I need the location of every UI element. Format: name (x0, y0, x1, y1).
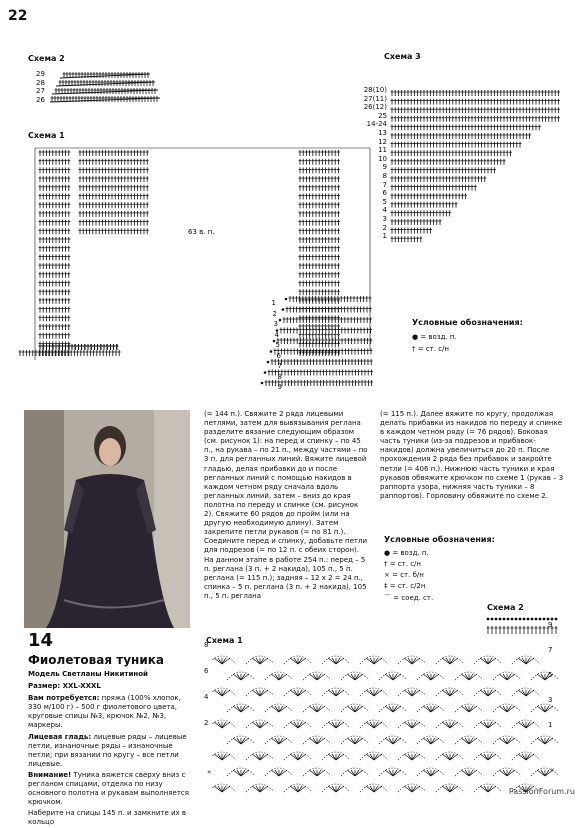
row-label: 28(10) (363, 86, 387, 94)
row-label: 2 (272, 309, 277, 318)
top-legend (412, 318, 523, 353)
schema1b-title: Схема 1 (206, 636, 243, 645)
row-label: 14-24 (366, 120, 387, 129)
start-paragraph: Наберите на спицы 145 п. и замкните их в кольцо (28, 809, 187, 827)
legend-item (412, 333, 523, 341)
legend-text: = ст. с/н (389, 560, 421, 568)
stockinette-paragraph (28, 733, 196, 769)
row-label: 7 (548, 646, 553, 654)
schema1-rows (250, 298, 282, 393)
legend-item (384, 571, 495, 579)
schema3-title: Схема 3 (384, 52, 421, 61)
row-label: 10 (378, 154, 387, 163)
row-label: 6 (276, 351, 281, 360)
article-col1 (28, 670, 196, 828)
article-number: 14 (28, 630, 54, 651)
attention-paragraph (28, 771, 196, 807)
article-col2: (= 144 п.). Свяжите 2 ряда лицевыми петлями, затем для вывязывания реглана разделите вязание следующим образом (см. рисунок 1): на перед и спинку – по 45 п., на рукава – по 21 п., между частями – по 3 п. для регланных линий. Вяжите лицевой гладью, делая прибавки до и после регланных линий с помощью накидов в каждом четном ряду сначала вдоль регланных линий, затем – вниз до края полотна по переду и спинке (см. рисунок 2). Свяжите 60 рядов до пройм (или на другую необходимую длину). Затем закрепите петли рукавов (= по 81 п.). Соедините перед и спинку, добавьте петли для подрезов (= по 12 п. с обеих сторон). На данном этапе в работе 254 п.: перед – 5 п. реглана (3 п. + 2 накида), 105 п., 5 п. реглана (= 115 п.); задняя – 12 х 2 = 24 п., спинка – 5 п. реглана (3 п. + 2 накида), 105 п., 5 п. реглана (204, 410, 368, 600)
size-line: Размер: XXL-XXXL (28, 682, 101, 691)
legend-text: = ст. с/н (417, 345, 449, 353)
row-label: 4 (382, 206, 387, 215)
row-label: 27 (36, 87, 45, 95)
legend-item (412, 345, 523, 353)
legend-text: = соед. ст. (393, 594, 434, 602)
row-label: 8 (382, 171, 387, 180)
row-label: 27(11) (363, 94, 387, 103)
materials-label: Вам потребуется: (28, 694, 100, 703)
legend-item (384, 582, 495, 590)
row-label: 5 (275, 341, 280, 349)
legend-text: = возд. п. (420, 333, 457, 341)
model-author: Модель Светланы Никитиной (28, 670, 148, 678)
row-label: 1 (382, 232, 387, 241)
legend-title: Условные обозначения: (384, 535, 495, 544)
stockinette-label: Лицевая гладь: (28, 732, 92, 741)
row-label: 4 (274, 330, 279, 339)
row-label: 26(12) (363, 103, 387, 112)
row-label: 3 (548, 696, 553, 704)
row-label: 1 (271, 299, 276, 307)
row-label: 13 (378, 128, 387, 137)
row-label: 2 (204, 719, 209, 727)
tr-symbol-icon: ‡ (384, 582, 388, 590)
schema1-lace-chart (212, 648, 572, 798)
row-label: 11 (378, 146, 387, 155)
attention-text: Туника вяжется сверху вниз с регланом спицами, отделка по низу основного полотна и рукавам выполняется крючком. (28, 770, 189, 807)
row-label: 9 (548, 621, 553, 629)
row-label: 9 (382, 163, 387, 172)
dc-symbol-icon: † (412, 345, 416, 353)
chain-symbol-icon: ● (412, 333, 419, 341)
article-title: Фиолетовая туника (28, 653, 164, 667)
watermark: PassionForum.ru (508, 787, 575, 796)
legend-item (384, 593, 495, 603)
article-legend (384, 535, 495, 603)
row-label: 3 (273, 320, 278, 328)
row-label: 7 (277, 362, 282, 370)
materials-text: пряжа (100% хлопок, 330 м/100 г) – 500 г фиолетового цвета, круговые спицы №3, крючок №2, №3, маркеры. (28, 694, 181, 730)
schema1-title: Схема 1 (28, 131, 65, 140)
row-label: 8 (277, 372, 282, 381)
schema2-rows (36, 70, 45, 104)
row-label: 6 (204, 667, 209, 675)
row-label: 9 (277, 383, 282, 391)
dc-symbol-icon: † (384, 560, 388, 568)
stockinette-text: лицевые ряды – лицевые петли, изнаночные ряды – изнаночные петли; при вязании по кругу – все петли лицевые. (28, 732, 187, 768)
chain-symbol-icon: ● (384, 549, 391, 557)
row-label: 1 (548, 721, 553, 729)
row-label: 28 (36, 78, 45, 87)
schema2b-title: Схема 2 (487, 603, 524, 612)
row-label: 2 (382, 223, 387, 232)
lace-end-marker: « (550, 766, 555, 774)
legend-text: = ст. с/2н (389, 582, 426, 590)
row-label: 29 (36, 70, 45, 78)
row-label: 5 (548, 671, 553, 679)
page-number: 22 (8, 8, 28, 24)
slip-stitch-symbol-icon: ⌒ (384, 594, 391, 602)
row-label: 5 (382, 197, 387, 206)
attention-label: Внимание! (28, 770, 72, 779)
row-label: 3 (382, 214, 387, 223)
tunic-photo (24, 410, 190, 628)
sc-symbol-icon: × (384, 571, 390, 579)
row-label: 4 (204, 693, 209, 701)
article-col3: (= 115 п.). Далее вяжите по кругу, продолжая делать прибавки из накидов по переду и спинке в каждом четном ряду (= 76 рядов). Боковая часть туники (из-за подрезов и прибавок-накидов) должна увеличиться до 20 п. После прохождения 2 ряда без прибавок и закройте петли (= 406 п.). Нижнюю часть туники и края рукавов обвяжите крючком по схеме 1 (рукав – 3 раппорта узора, нижняя часть туники – 8 раппортов). Горловину обвяжите по схеме 2. (380, 410, 564, 500)
legend-title: Условные обозначения: (412, 318, 523, 327)
legend-item (384, 560, 495, 568)
lace-rows-left (204, 632, 208, 736)
row-label: 6 (382, 189, 387, 198)
row-label: 7 (382, 180, 387, 189)
row-label: 8 (204, 641, 209, 649)
schema3-rows (363, 86, 387, 241)
legend-text: = возд. п. (392, 549, 429, 557)
materials-paragraph (28, 694, 196, 730)
legend-text: = ст. б/н (392, 571, 424, 579)
row-label: 26 (36, 95, 45, 104)
row-label: 12 (378, 137, 387, 146)
row-label: 25 (378, 111, 387, 120)
legend-item (384, 549, 495, 557)
lace-rows-right (548, 613, 552, 738)
lace-start-marker: « (207, 768, 212, 776)
chain-count-label: 63 в. п. (188, 228, 215, 236)
schema2-title: Схема 2 (28, 54, 65, 63)
